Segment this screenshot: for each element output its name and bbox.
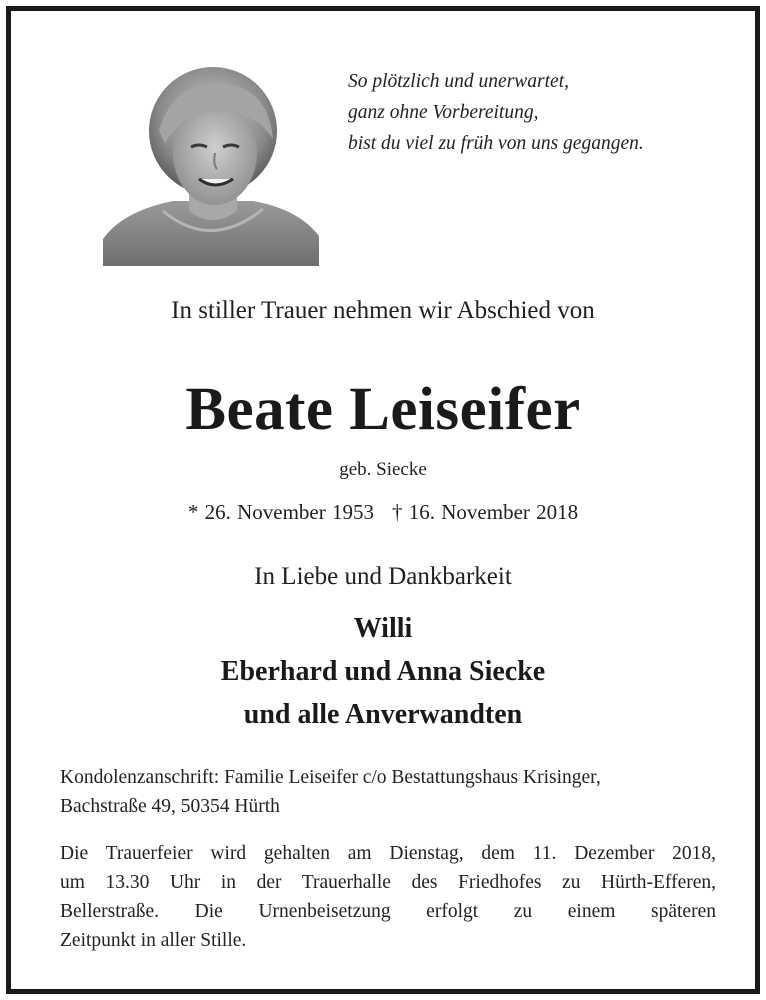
service-line: Die Trauerfeier wird gehalten am Dienstag, dem 11. Dezember 2018,: [60, 843, 716, 864]
obituary-notice: [6, 6, 760, 994]
service-details: [60, 839, 716, 955]
portrait-photo: [103, 61, 319, 266]
mourner-name: Eberhard und Anna Siecke: [220, 656, 546, 687]
condolence-address: [60, 763, 716, 821]
deceased-name: Beate Leiseifer: [185, 376, 581, 443]
death-date: † 16. November 2018: [392, 500, 579, 524]
quote-line: bist du viel zu früh von uns gegangen.: [348, 133, 644, 154]
service-line: Zeitpunkt in aller Stille.: [60, 930, 247, 951]
mourner-name: Willi: [353, 613, 413, 644]
quote-line: ganz ohne Vorbereitung,: [348, 102, 539, 123]
memorial-quote: [348, 66, 728, 159]
portrait-image: [103, 61, 319, 266]
mourner-name: und alle Anverwandten: [243, 699, 523, 730]
birth-date: * 26. November 1953: [187, 500, 374, 524]
service-line: Bellerstraße. Die Urnenbeisetzung erfolgt zu einem späteren: [60, 901, 716, 922]
birth-name: geb. Siecke: [339, 459, 427, 480]
quote-line: So plötzlich und unerwartet,: [348, 71, 569, 92]
life-dates: [11, 500, 755, 525]
service-line: um 13.30 Uhr in der Trauerhalle des Friedhofes zu Hürth-Efferen,: [60, 872, 716, 893]
intro-text: In stiller Trauer nehmen wir Abschied von: [171, 297, 595, 324]
condolence-line: Kondolenzanschrift: Familie Leiseifer c/o Bestattungshaus Krisinger,: [60, 767, 601, 788]
closing-phrase: In Liebe und Dankbarkeit: [254, 563, 512, 590]
condolence-line: Bachstraße 49, 50354 Hürth: [60, 796, 280, 817]
